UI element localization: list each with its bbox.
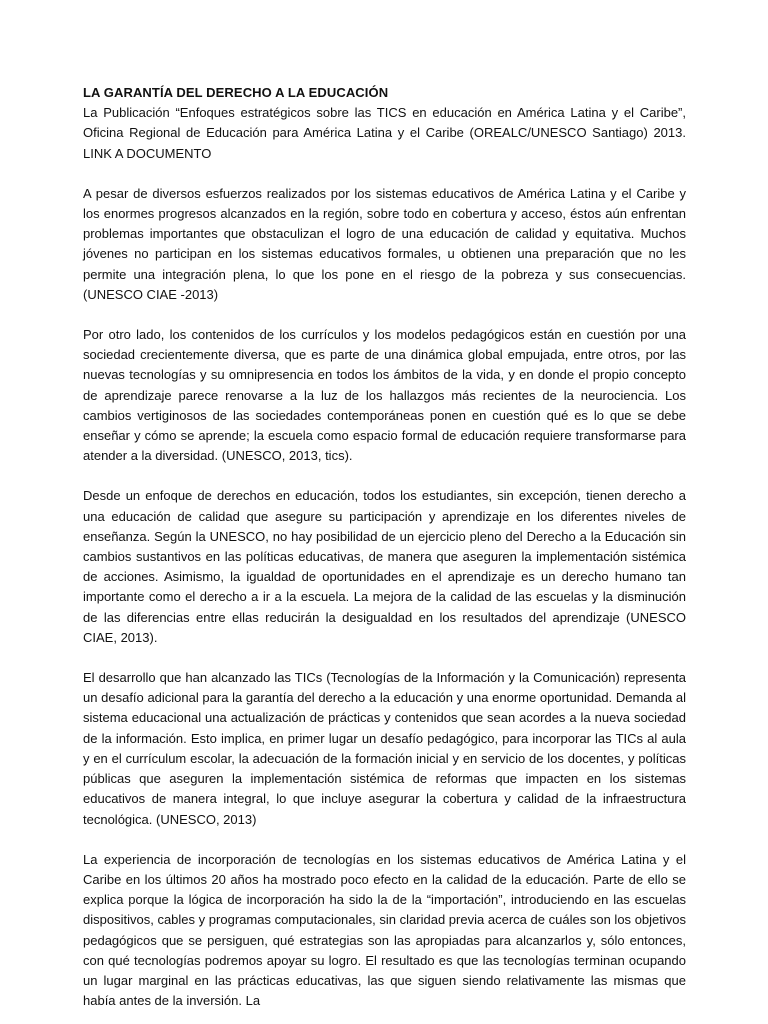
paragraph-rights: Desde un enfoque de derechos en educación, todos los estudiantes, sin excepción, tienen derecho a una educación de calidad que asegure su participación y aprendizaje en los diferentes niveles de enseñanza. Según la UNESCO, no hay posibilidad de un ejercicio pleno del Derecho a la Educación sin cambios sustantivos en las políticas educativas, de manera que aseguren la implementación sistémica de acciones. Asimismo, la igualdad de oportunidades en el aprendizaje es un derecho humano tan importante como el derecho a ir a la escuela. La mejora de la calidad de las escuelas y la disminución de las diferencias entre ellas reducirán la desigualdad en los resultados del aprendizaje (UNESCO CIAE, 2013). [83, 488, 686, 645]
paragraph-curriculum: Por otro lado, los contenidos de los currículos y los modelos pedagógicos están en cuestión por una sociedad crecientemente diversa, que es parte de una dinámica global empujada, entre otros, por las nuevas tecnologías y su omnipresencia en todos los ámbitos de la vida, y en donde el propio concepto de aprendizaje parece renovarse a la luz de los hallazgos más recientes de la neurociencia. Los cambios vertiginosos de las sociedades contemporáneas ponen en cuestión qué es lo que se debe enseñar y cómo se aprende; la escuela como espacio formal de educación requiere transformarse para atender a la diversidad. (UNESCO, 2013, tics). [83, 327, 686, 464]
document-page [83, 83, 686, 1011]
paragraph-challenges: A pesar de diversos esfuerzos realizados por los sistemas educativos de América Latina y el Caribe y los enormes progresos alcanzados en la región, sobre todo en cobertura y acceso, éstos aún enfrentan problemas importantes que obstaculizan el logro de una educación de calidad y equitativa. Muchos jóvenes no participan en los sistemas educativos formales, u obtienen una preparación que no les permite una integración plena, lo que los pone en el riesgo de la pobreza y sus consecuencias. (UNESCO CIAE -2013) [83, 185, 686, 302]
document-title: LA GARANTÍA DEL DERECHO A LA EDUCACIÓN [83, 85, 389, 100]
publication-intro: La Publicación “Enfoques estratégicos sobre las TICS en educación en América Latina y el Caribe”, Oficina Regional de Educación para América Latina y el Caribe (OREALC/UNESCO Santiago) 2013. LINK A DOCUMENTO [83, 105, 686, 161]
paragraph-tics: El desarrollo que han alcanzado las TICs (Tecnologías de la Información y la Comunicación) representa un desafío adicional para la garantía del derecho a la educación y una enorme oportunidad. Demanda al sistema educacional una actualización de prácticas y contenidos que sean acordes a la nueva sociedad de la información. Esto implica, en primer lugar un desafío pedagógico, para incorporar las TICs al aula y en el currículum escolar, la adecuación de la formación inicial y en servicio de los docentes, y políticas públicas que aseguren la implementación sistémica de reformas que impacten en los sistemas educativos de manera integral, lo que incluye asegurar la cobertura y calidad de la infraestructura tecnológica. (UNESCO, 2013) [83, 670, 686, 827]
paragraph-experience: La experiencia de incorporación de tecnologías en los sistemas educativos de América Latina y el Caribe en los últimos 20 años ha mostrado poco efecto en la calidad de la educación. Parte de ello se explica porque la lógica de incorporación ha sido la de la “importación”, introduciendo en las escuelas dispositivos, cables y programas computacionales, sin claridad previa acerca de cuáles son los objetivos pedagógicos que se persiguen, qué estrategias son las apropiadas para alcanzarlos y, sólo entonces, con qué tecnologías podremos apoyar su logro. El resultado es que las tecnologías terminan ocupando un lugar marginal en las prácticas educativas, las que siguen siendo relativamente las mismas que había antes de la inversión. La [83, 851, 686, 1009]
